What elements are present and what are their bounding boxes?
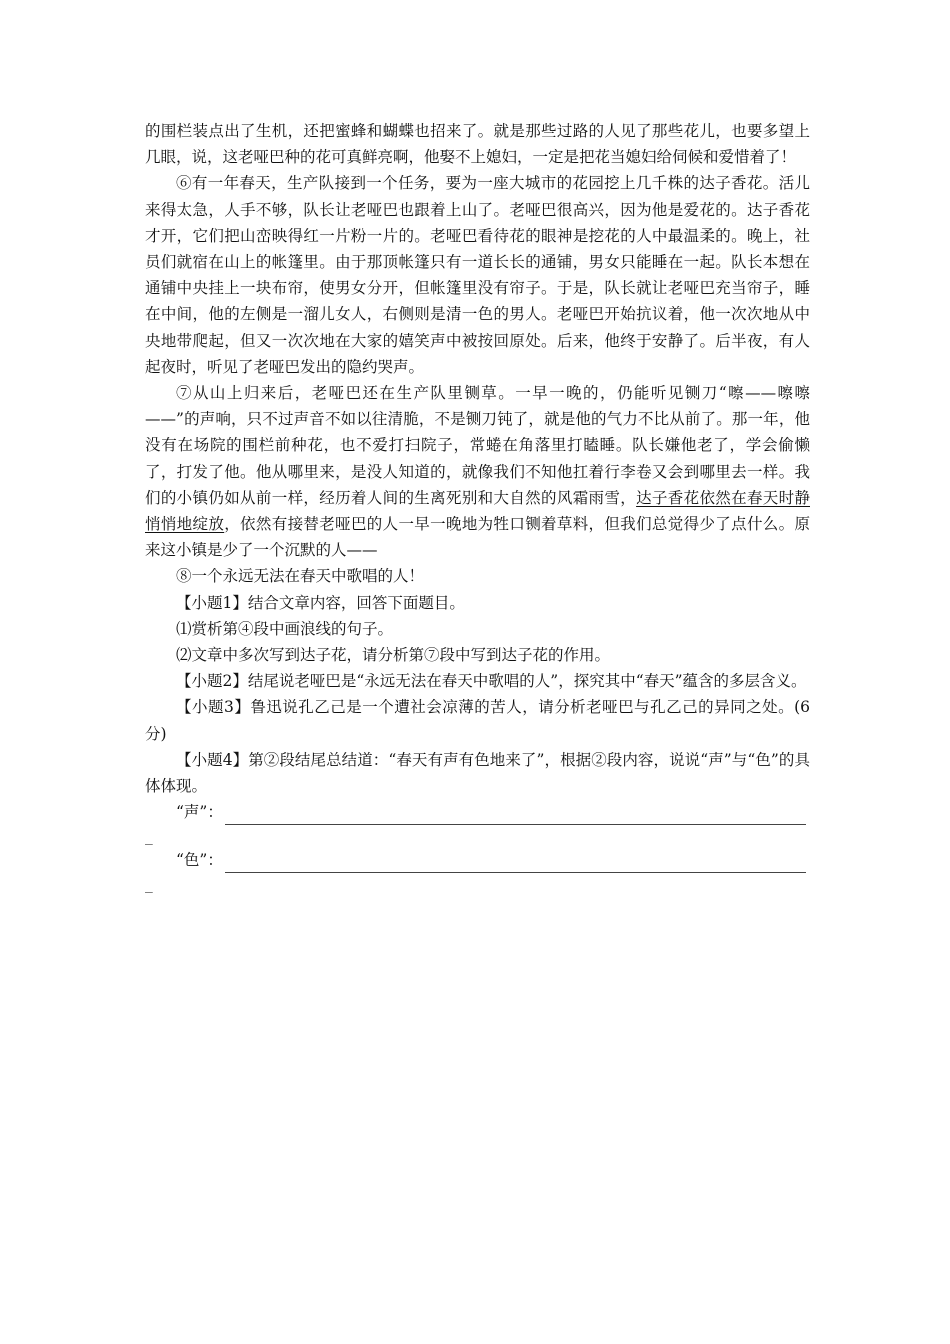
question-1-title: 【小题1】结合文章内容，回答下面题目。	[176, 593, 465, 612]
answer-line-sound[interactable]	[225, 805, 806, 825]
answer-tail-mark-1: _	[145, 827, 153, 846]
paragraph-7-part2: ，依然有接替老哑巴的人一早一晚地为牲口铡着草料，但我们总觉得少了点什么。原来这小镇是少了一个沉默的人——	[145, 515, 810, 560]
paragraph-7	[145, 380, 810, 563]
answer-line-color[interactable]	[225, 853, 806, 873]
question-4: 【小题4】第②段结尾总结道：“春天有声有色地来了”，根据②段内容，说说“声”与“色”的具体体现。	[145, 750, 810, 796]
paragraph-6: ⑥有一年春天，生产队接到一个任务，要为一座大城市的花园挖上几千株的达子香花。活儿来得太急，人手不够，队长让老哑巴也跟着上山了。老哑巴很高兴，因为他是爱花的。达子香花才开，它们把山峦映得红一片粉一片的。老哑巴看待花的眼神是挖花的人中最温柔的。晚上，社员们就宿在山上的帐篷里。由于那顶帐篷只有一道长长的通铺，男女只能睡在一起。队长本想在通铺中央挂上一块布帘，使男女分开，但帐篷里没有帘子。于是，队长就让老哑巴充当帘子，睡在中间，他的左侧是一溜儿女人，右侧则是清一色的男人。老哑巴开始抗议着，他一次次地从中央地带爬起，但又一次次地在大家的嬉笑声中被按回原处。后来，他终于安静了。后半夜，有人起夜时，听见了老哑巴发出的隐约哭声。	[145, 174, 810, 376]
question-3: 【小题3】鲁迅说孔乙己是一个遭社会凉薄的苦人，请分析老哑巴与孔乙己的异同之处。(6分)	[145, 698, 810, 743]
question-2: 【小题2】结尾说老哑巴是“永远无法在春天中歌唱的人”，探究其中“春天”蕴含的多层含义。	[176, 672, 807, 691]
paragraph-5-tail: 的围栏装点出了生机，还把蜜蜂和蝴蝶也招来了。就是那些过路的人见了那些花儿，也要多望上几眼，说，这老哑巴种的花可真鲜亮啊，他娶不上媳妇，一定是把花当媳妇给伺候和爱惜着了！	[145, 122, 810, 167]
underlined-sentence: 达子香花依然在春天时静悄悄地绽放	[145, 488, 810, 534]
paragraph-8: ⑧一个永远无法在春天中歌唱的人！	[176, 567, 425, 586]
answer-row-color	[176, 847, 810, 873]
question-1-sub-2: ⑵文章中多次写到达子花，请分析第⑦段中写到达子花的作用。	[176, 646, 611, 665]
answer-label-sound: “声”：	[176, 803, 223, 822]
paragraph-7-part1: ⑦从山上归来后，老哑巴还在生产队里铡草。一早一晚的，仍能听见铡刀“嚓——嚓嚓——”的声响，只不过声音不如以往清脆，不是铡刀钝了，就是他的气力不比从前了。那一年，他没有在场院的围栏前种花，也不爱打扫院子，常蜷在角落里打瞌睡。队长嫌他老了，学会偷懒了，打发了他。他从哪里来，是没人知道的，就像我们不知他扛着行李卷又会到哪里去一样。我们的小镇仍如从前一样，经历着人间的生离死别和大自然的风霜雨雪，	[145, 384, 810, 507]
answer-row-sound	[176, 799, 810, 825]
answer-label-color: “色”：	[176, 851, 223, 870]
question-1-sub-1: ⑴赏析第④段中画浪线的句子。	[176, 619, 394, 638]
document-page	[145, 118, 810, 895]
answer-tail-mark-2: _	[145, 875, 153, 894]
